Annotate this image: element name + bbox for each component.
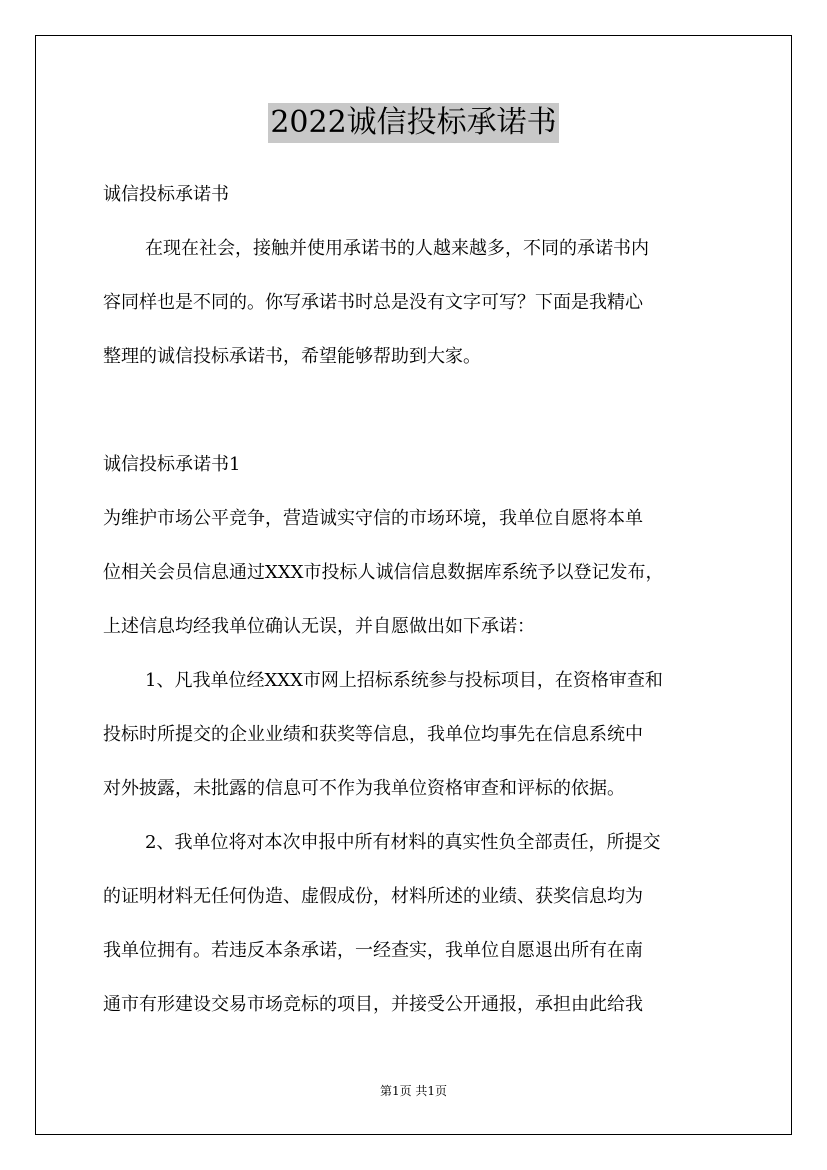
paragraph-line: 上述信息均经我单位确认无误，并自愿做出如下承诺：	[103, 616, 535, 637]
paragraph-line: 位相关会员信息通过XXX市投标人诚信信息数据库系统予以登记发布，	[103, 562, 664, 583]
paragraph-line: 我单位拥有。若违反本条承诺，一经查实，我单位自愿退出所有在南	[103, 940, 643, 961]
page-footer: 第1页 共1页	[379, 1084, 448, 1098]
paragraph-line: 投标时所提交的企业业绩和获奖等信息，我单位均事先在信息系统中	[103, 724, 643, 745]
paragraph-line: 为维护市场公平竞争，营造诚实守信的市场环境，我单位自愿将本单	[103, 508, 643, 529]
paragraph-line: 通市有形建设交易市场竞标的项目，并接受公开通报，承担由此给我	[103, 994, 643, 1015]
section-heading: 诚信投标承诺书	[103, 184, 229, 205]
paragraph-line: 对外披露，未批露的信息可不作为我单位资格审查和评标的依据。	[103, 778, 625, 799]
section-heading: 诚信投标承诺书1	[103, 454, 241, 475]
paragraph-line: 1、凡我单位经XXX市网上招标系统参与投标项目，在资格审查和	[145, 670, 663, 691]
title-container	[0, 103, 827, 143]
document-title: 2022诚信投标承诺书	[268, 103, 558, 143]
paragraph-line: 整理的诚信投标承诺书，希望能够帮助到大家。	[103, 346, 481, 367]
paragraph-line: 容同样也是不同的。你写承诺书时总是没有文字可写？下面是我精心	[103, 292, 643, 313]
paragraph-line: 的证明材料无任何伪造、虚假成份，材料所述的业绩、获奖信息均为	[103, 886, 643, 907]
paragraph-line: 在现在社会，接触并使用承诺书的人越来越多，不同的承诺书内	[145, 238, 649, 259]
paragraph-line: 2、我单位将对本次申报中所有材料的真实性负全部责任，所提交	[145, 832, 661, 853]
